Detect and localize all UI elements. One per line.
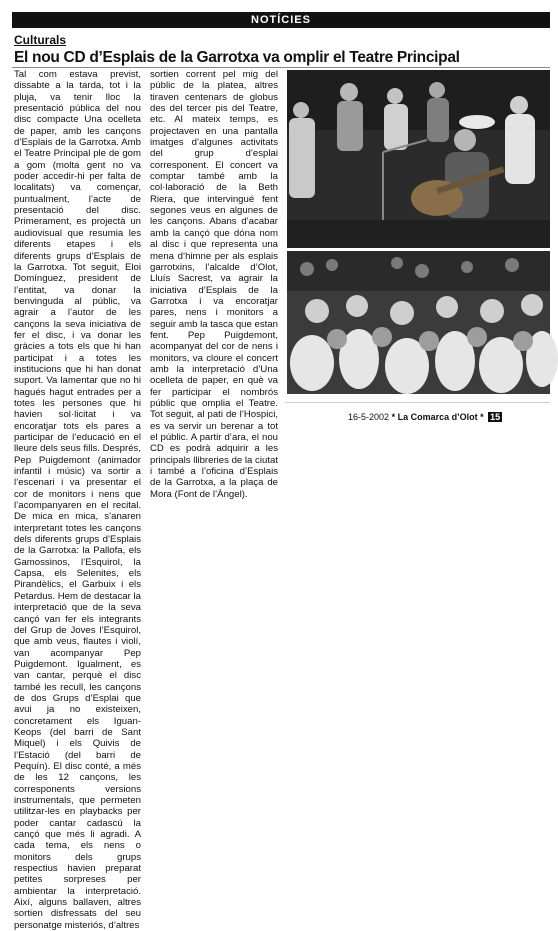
issue-date: 16-5-2002 (348, 412, 390, 422)
photo-divider (285, 402, 550, 403)
page-number: 15 (490, 412, 501, 422)
article-column-2 (150, 69, 278, 500)
headline-rule (12, 67, 550, 68)
section-header: NOTÍCIES (12, 12, 550, 28)
article-column-1 (14, 69, 141, 931)
audience-photo (287, 251, 550, 394)
page-footer (348, 412, 502, 422)
article-headline: El nou CD d’Esplais de la Garrotxa va omplir el Teatre Principal (14, 49, 460, 66)
article-category: Culturals (14, 33, 67, 47)
concert-stage-photo (287, 70, 550, 248)
publication-name: * La Comarca d’Olot * (391, 412, 484, 422)
column-1-text: Tal com estava previst, dissabte a la tarda, tot i la pluja, va tenir lloc la presentació pública del nou disc compacte Una ocelleta de paper, amb les cançons d’Esplais de la Garrotxa. Amb el Teatre Principal ple de gom a gom (molta gent no va poder accedir-hi per falta de localitats) va començar, puntualment, l’acte de presentació del disc. Primerament, es projectà un audiovisual que resumia les diferents etapes i els diferents grups d’Esplais de la Garrotxa. Tot seguit, Eloi Domínguez, president de l’entitat, va donar la benvinguda al públic, va agrair a l’autor de les cançons la seva iniciativa de fer el disc, i va donar les gràcies a tots els que hi han participat i a totes les institucions que hi han donat suport. Va lamentar que no hi hagués hagut entrades per a totes les persones que hi havien sol·licitat i va encoratjar tots els pares a participar de l’educació en el lleure dels seus fills. Després, Pep Puigdemont (animador infantil i músic) va sortir a l’escenari i va presentar el cor de monitors i nens que l’acompanyaren en el recital. De mica en mica, s’anaren interpretant totes les cançons dels diferents grups d’Esplais de la Garrotxa: la Pallofa, els Gamossinos, l’Esquirol, la Capsa, els Selenites, els Pirandèlics, el Garbuix i els Petardus. Hem de destacar la interpretació que de la seva cançó van fer els integrants del Grup de Joves l’Esquirol, que amb veus, flautes i violí, van acompanyar Pep Puigdemont. Igualment, es van cantar, perquè el disc també les recull, les cançons de dos Grups d’Esplai que avui ja no existeixen, concretament els Iguan-Keops (del barri de Sant Miquel) i els Quivis de l’Estació (del barri de Pequín). El disc conté, a més de les 12 cançons, les corresponents versions instrumentals, que permeten utilitzar-les en playbacks per poder cantar cadascú la cançó que més li agradi. A cada tema, els nens o monitors dels grups respectius havien preparat petites sorpreses per ambientar la interpretació. Així, alguns ballaven, altres sortien disfressats del seu personatge misteriós, d’altres (14, 69, 141, 931)
column-2-text: sortien corrent pel mig del públic de la platea, altres tiraven centenars de globus des del tercer pis del Teatre, etc. Al mateix temps, es projectaven en una pantalla imatges d’algunes activitats del grup d’esplai corresponent. El concert va comptar també amb la col·laboració de la Beth Riera, que intervingué fent segones veus en algunes de les cançons. Abans d’acabar amb la cançó que dóna nom al disc i que representa una mena d’himne per als esplais garrotxins, l’alcalde d’Olot, Lluís Sacrest, va agrair la iniciativa d’Esplais de la Garrotxa i va encoratjar pares, nens i monitors a seguir amb la tasca que estan fent. Pep Puigdemont, acompanyat del cor de nens i monitors, va cloure el concert amb la interpretació d’Una ocelleta de paper, en què va fer participar el nombrós públic que omplia el Teatre. Tot seguit, al pati de l’Hospici, es va servir un berenar a tot el públic. A partir d’ara, el nou CD es podrà adquirir a les principals llibreries de la ciutat i també a l’oficina d’Esplais de la Garrotxa, a la plaça de Mora (Font de l’Àngel). (150, 69, 278, 500)
